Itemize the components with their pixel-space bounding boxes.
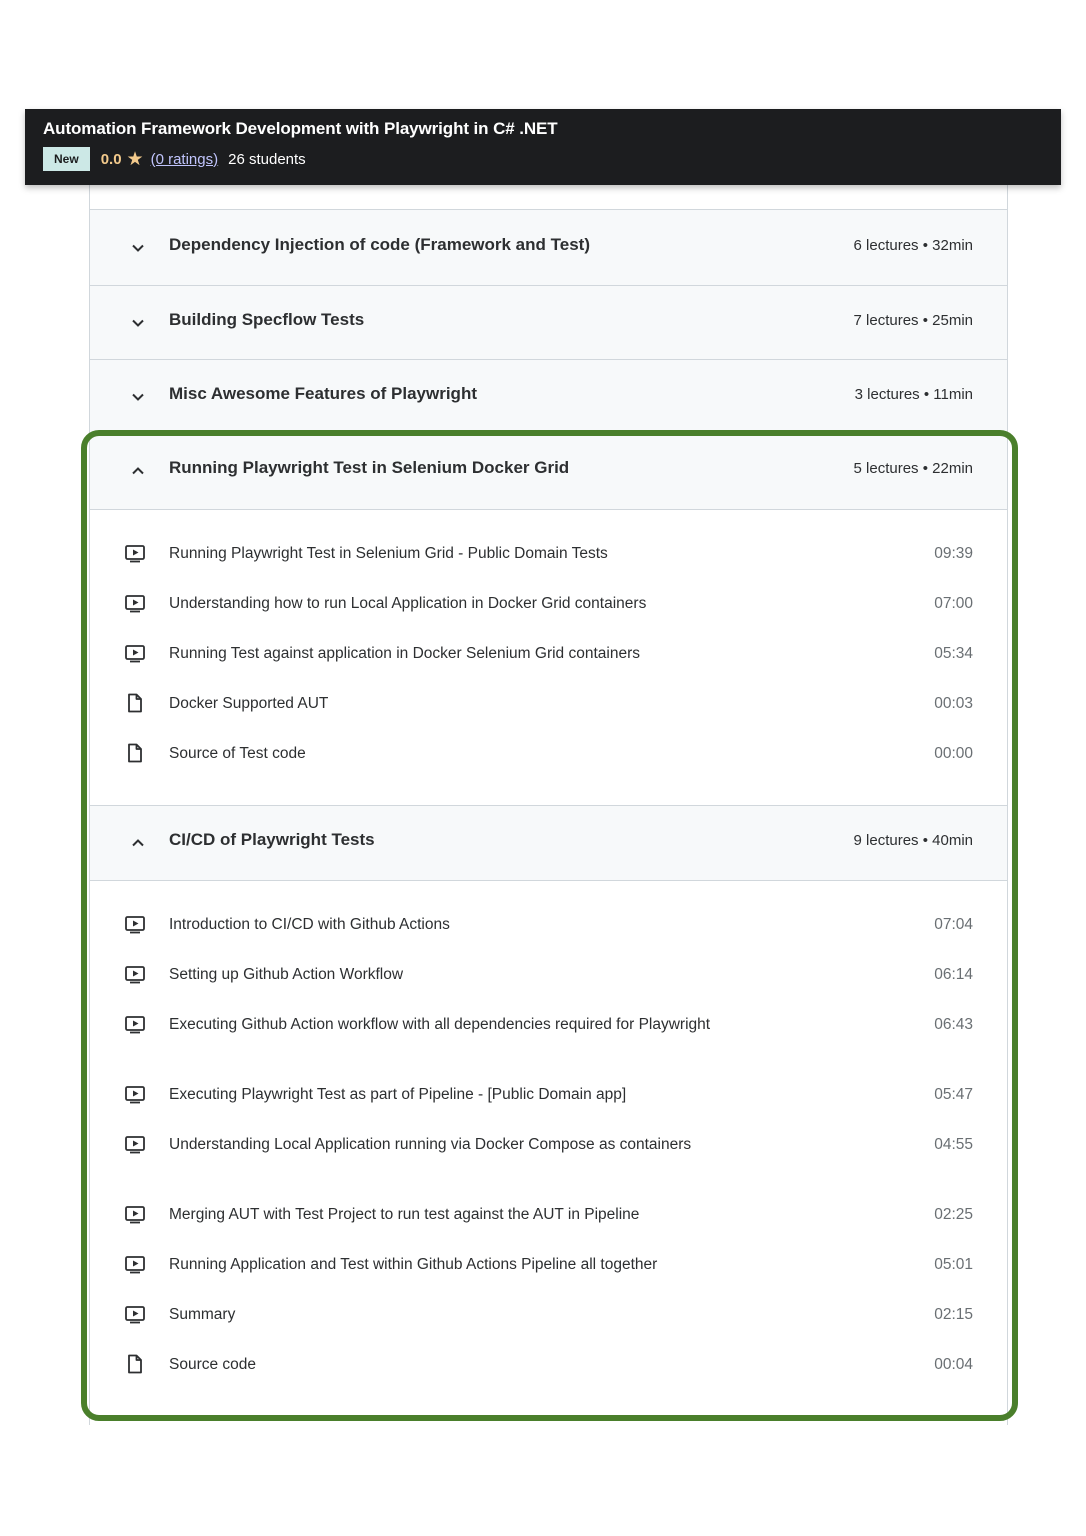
star-icon: ★: [126, 148, 144, 170]
section-header-misc-features[interactable]: [90, 359, 1007, 434]
lecture-duration: 09:39: [934, 545, 973, 562]
lecture-title: Introduction to CI/CD with Github Actions: [169, 916, 450, 933]
chevron-up-icon: [130, 835, 146, 851]
lecture-title: Running Application and Test within Github Actions Pipeline all together: [169, 1256, 658, 1273]
course-header: [25, 109, 1061, 185]
section-header-docker-grid[interactable]: [90, 433, 1007, 510]
section-meta: 7 lectures • 25min: [853, 312, 973, 329]
lecture-title: Summary: [169, 1306, 236, 1323]
lecture-duration: 05:01: [934, 1256, 973, 1273]
section-header-building-specflow[interactable]: [90, 285, 1007, 360]
video-icon: [124, 1253, 146, 1275]
lecture-title: Running Test against application in Docker Selenium Grid containers: [169, 645, 641, 662]
lecture-title: Source of Test code: [169, 745, 306, 762]
ratings-link[interactable]: (0 ratings): [150, 150, 219, 168]
video-icon: [124, 913, 146, 935]
section-meta: 9 lectures • 40min: [853, 832, 973, 849]
lecture-duration: 00:00: [934, 745, 973, 762]
rating-value: 0.0: [100, 150, 122, 168]
lecture-duration: 00:04: [934, 1356, 973, 1373]
section-title: Building Specflow Tests: [169, 310, 365, 329]
video-icon: [124, 963, 146, 985]
new-badge: New: [43, 147, 90, 171]
section-title: Dependency Injection of code (Framework and Test): [169, 235, 590, 254]
section-meta: 3 lectures • 11min: [854, 386, 973, 403]
lecture-duration: 02:15: [934, 1306, 973, 1323]
lecture-duration: 00:03: [934, 695, 973, 712]
lecture-title: Running Playwright Test in Selenium Grid - Public Domain Tests: [169, 545, 608, 562]
lecture-title: Source code: [169, 1356, 257, 1373]
lecture-duration: 06:14: [934, 966, 973, 983]
chevron-down-icon: [130, 240, 146, 256]
file-icon: [124, 742, 146, 764]
lecture-duration: 06:43: [934, 1016, 973, 1033]
lecture-title: Executing Playwright Test as part of Pipeline - [Public Domain app]: [169, 1086, 627, 1103]
video-icon: [124, 1083, 146, 1105]
lecture-title: Understanding Local Application running via Docker Compose as containers: [169, 1136, 692, 1153]
section-header-dependency-injection[interactable]: [90, 209, 1007, 286]
chevron-down-icon: [130, 315, 146, 331]
video-icon: [124, 1013, 146, 1035]
lecture-title: Setting up Github Action Workflow: [169, 966, 404, 983]
lecture-duration: 02:25: [934, 1206, 973, 1223]
lecture-duration: 07:04: [934, 916, 973, 933]
lecture-duration: 04:55: [934, 1136, 973, 1153]
lecture-title: Executing Github Action workflow with all dependencies required for Playwright: [169, 1016, 711, 1033]
section-meta: 6 lectures • 32min: [853, 237, 973, 254]
section-title: Misc Awesome Features of Playwright: [169, 384, 477, 403]
video-icon: [124, 642, 146, 664]
video-icon: [124, 542, 146, 564]
video-icon: [124, 592, 146, 614]
lecture-title: Docker Supported AUT: [169, 695, 329, 712]
section-meta: 5 lectures • 22min: [853, 460, 973, 477]
section-title: Running Playwright Test in Selenium Docker Grid: [169, 458, 570, 477]
section-title: CI/CD of Playwright Tests: [169, 830, 375, 849]
lecture-title: Merging AUT with Test Project to run test against the AUT in Pipeline: [169, 1206, 640, 1223]
video-icon: [124, 1133, 146, 1155]
curriculum-panel: [89, 185, 1008, 1425]
course-title: Automation Framework Development with Playwright in C# .NET: [43, 119, 558, 138]
lecture-duration: 05:34: [934, 645, 973, 662]
lecture-duration: 05:47: [934, 1086, 973, 1103]
file-icon: [124, 1353, 146, 1375]
chevron-up-icon: [130, 463, 146, 479]
students-count: 26 students: [228, 150, 306, 168]
lecture-title: Understanding how to run Local Application in Docker Grid containers: [169, 595, 647, 612]
video-icon: [124, 1303, 146, 1325]
course-meta: [43, 147, 1043, 171]
lecture-duration: 07:00: [934, 595, 973, 612]
section-header-cicd[interactable]: [90, 805, 1007, 881]
video-icon: [124, 1203, 146, 1225]
chevron-down-icon: [130, 389, 146, 405]
file-icon: [124, 692, 146, 714]
